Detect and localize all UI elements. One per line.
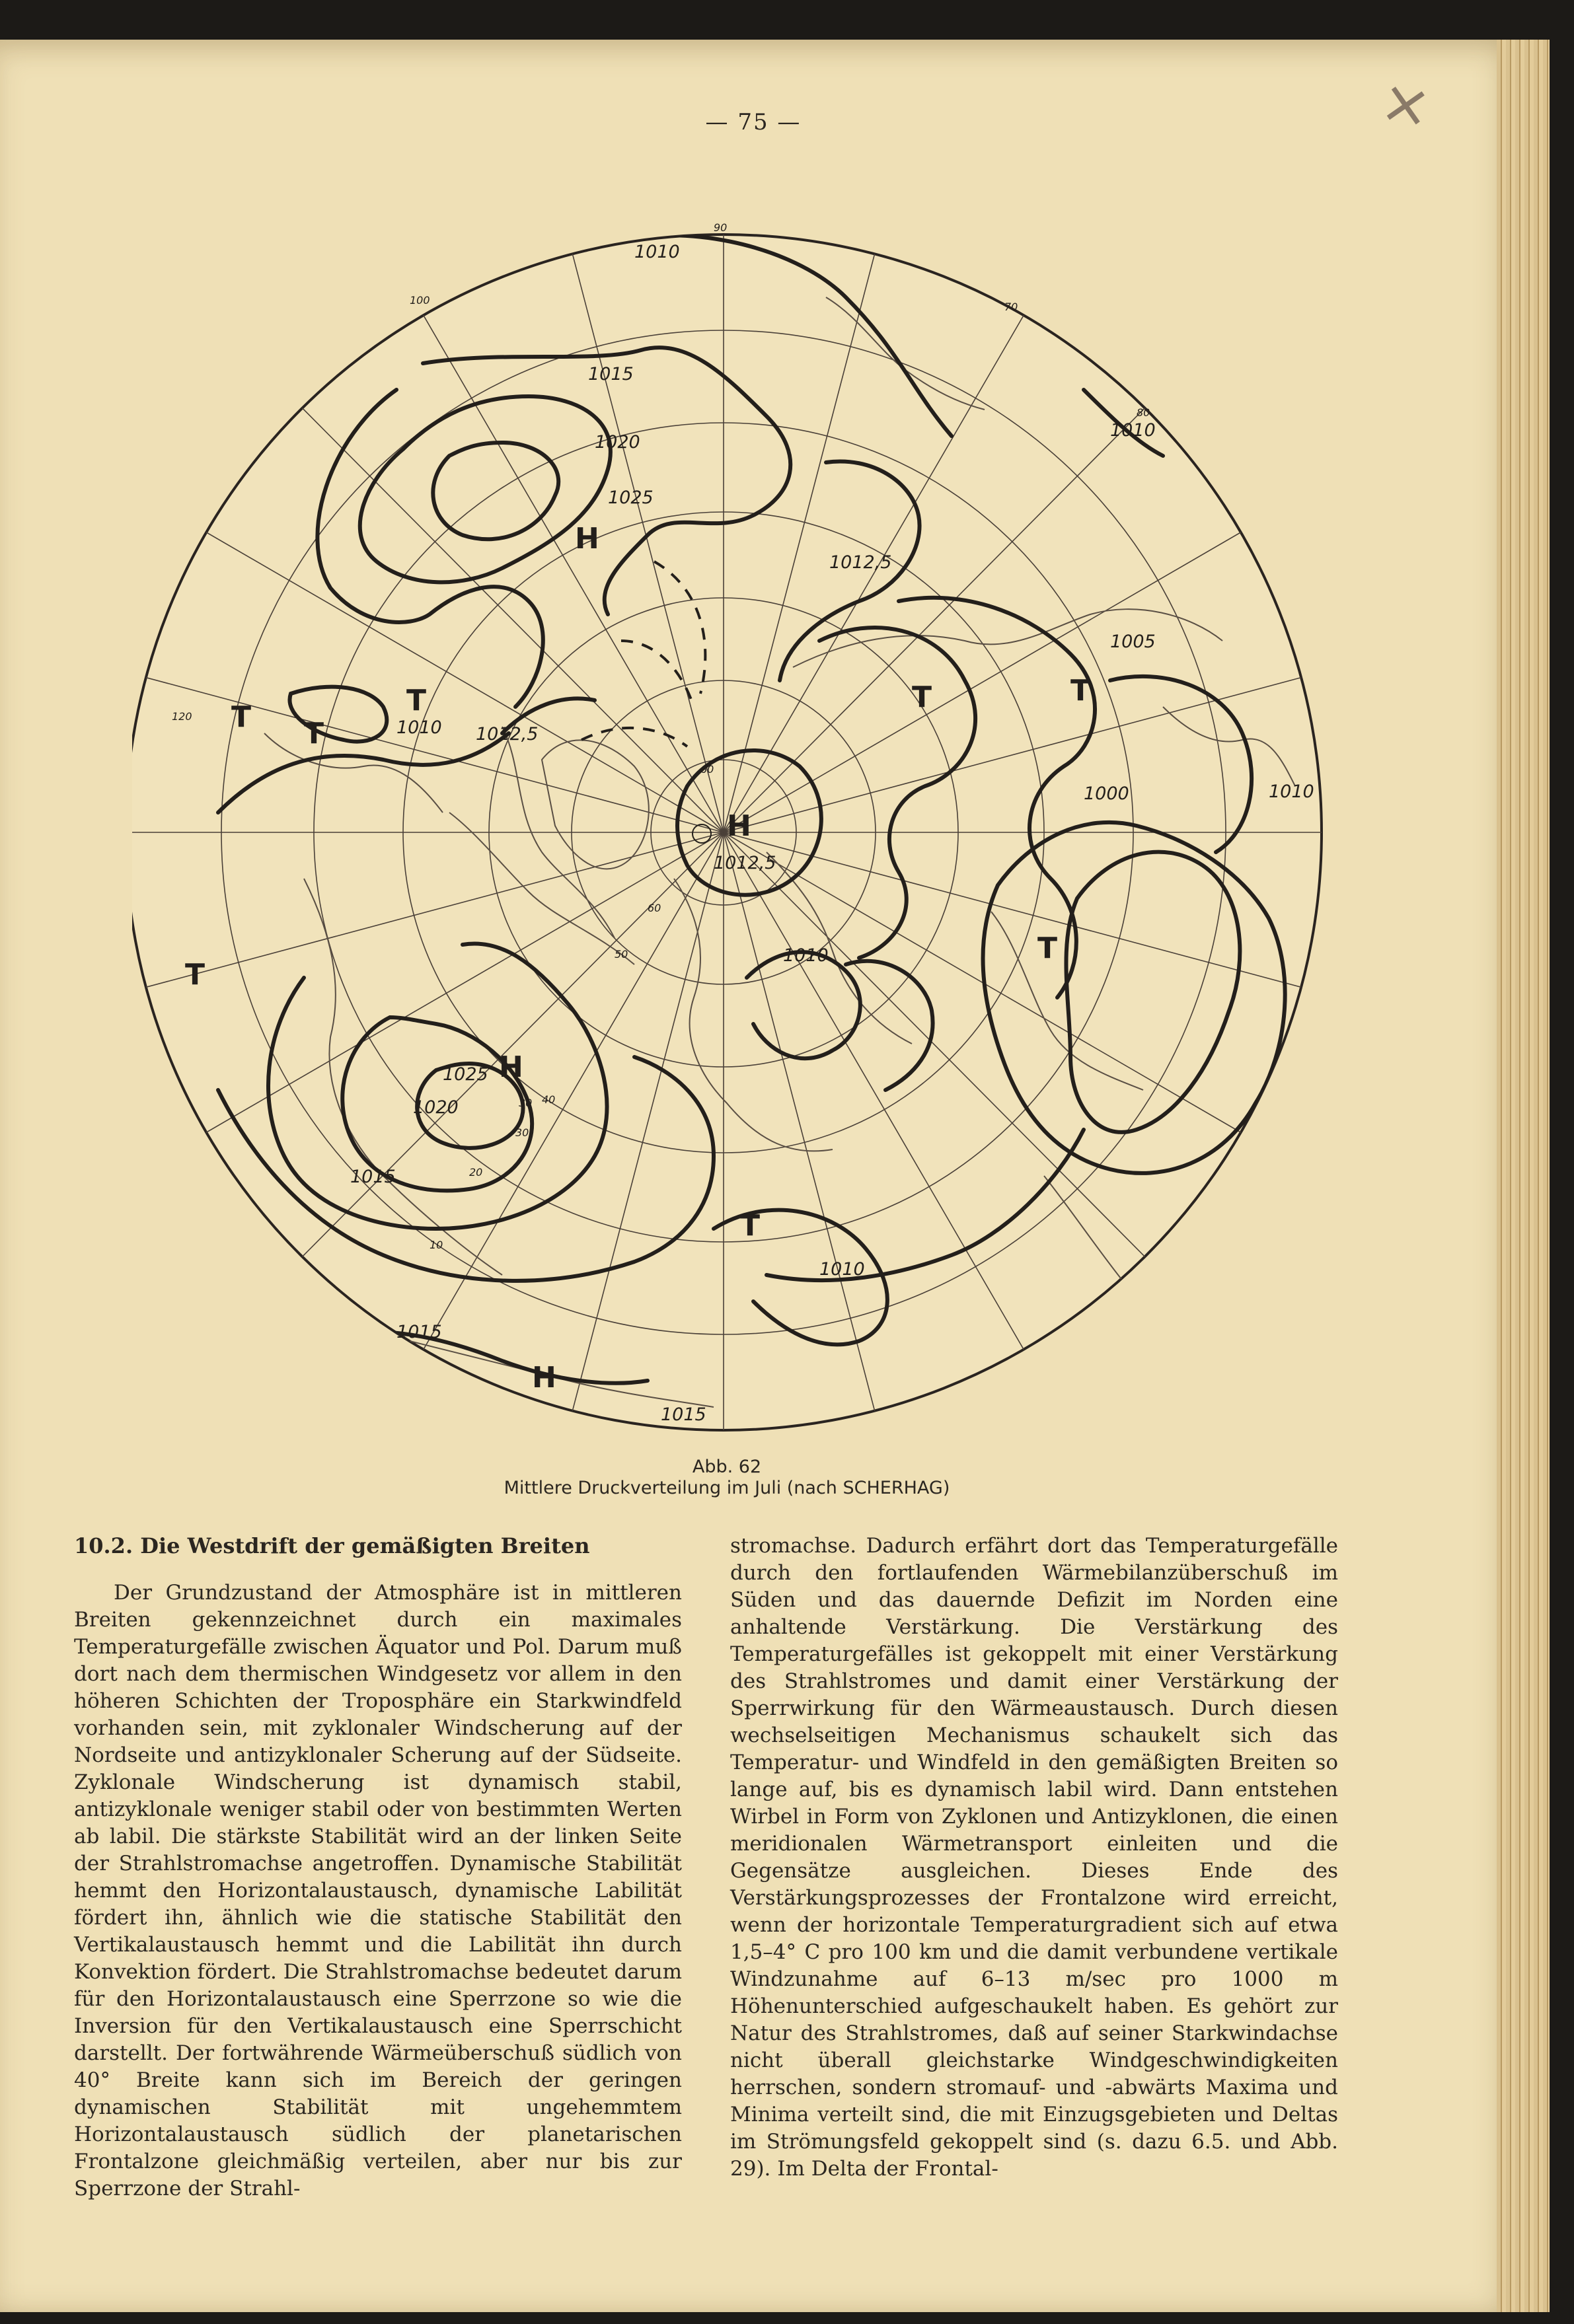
grid-label: 60 [648,902,661,914]
grid-label: 70 [1004,301,1018,313]
low-label: T [912,680,932,714]
right-column-text: stromachse. Dadurch erfährt dort das Temperaturgefälle durch den fortlaufenden Wärmebilanzüberschuß im Süden und das dauernde Defizit im Norden eine anhaltende Verstärkung. Die Verstärkung des Temperaturgefälles ist gekoppelt mit einer Verstärkung des Strahlstromes und damit einer Verstärkung der Sperrwirkung für den Wärmeaustausch. Durch diesen wechselseitigen Mechanismus schaukelt sich das Temperatur- und Windfeld in den gemäßigten Breiten so lange auf, bis es dynamisch labil wird. Dann entstehen Wirbel in Form von Zyklonen und Antizyklonen, die einen meridionalen Wärmetransport einleiten und die Gegensätze ausgleichen. Dieses Ende des Verstärkungsprozesses der Frontalzone wird erreicht, wenn der horizontale Temperaturgradient sich auf etwa 1,5–4° C pro 100 km und die damit verbundene vertikale Windzunahme auf 6–13 m/sec pro 1000 m Höhenunterschied aufgeschaukelt haben. Es gehört zur Natur des Strahlstromes, daß auf seiner Starkwindachse nicht überall gleichstarke Windgeschwindigkeiten herrschen, sondern stromauf- und -abwärts Maxima und Minima verteilt sind, die mit Einzugsgebieten und Deltas im Strömungsfeld gekoppelt sind (s. dazu 6.5. und Abb. 29). Im Delta der Frontal- [730,1534,1338,2181]
left-column-text: Der Grundzustand der Atmosphäre ist in mittleren Breiten gekennzeichnet durch ein maximales Temperaturgefälle zwischen Äquator und Pol. Darum muß dort nach dem thermischen Windgesetz vor allem in den höheren Schichten der Troposphäre ein Starkwindfeld vorhanden sein, mit zyklonaler Windscherung auf der Nordseite und antizyklonaler Scherung auf der Südseite. Zyklonale Windscherung ist dynamisch stabil, antizyklonale weniger stabil oder von bestimmten Werten ab labil. Die stärkste Stabilität wird an der linken Seite der Strahlstromachse angetroffen. Dynamische Stabilität hemmt den Horizontalaustausch, dynamische Labilität fördert ihn, ähnlich wie die statische Stabilität den Vertikalaustausch hemmt und die Labilität ihn durch Konvektion fördert. Die Strahlstromachse bedeutet darum für den Horizontalaustausch eine Sperrzone so wie die Inversion für den Vertikalaustausch eine Sperrschicht darstellt. Der fortwährende Wärmeüberschuß südlich von 40° Breite kann sich im Bereich der geringen dynamischen Stabilität mit ungehemmtem Horizontalaustausch südlich der planetarischen Frontalzone gleichmäßig verteilen, aber nur bis zur Sperrzone der Strahl- [74,1581,682,2200]
figure-caption: Mittlere Druckverteilung im Juli (nach SCHERHAG) [504,1478,950,1498]
grid-label: 60 [700,763,714,776]
pressure-map-figure [132,218,1335,1447]
grid-label: 30 [515,1126,529,1139]
grid-label: 30 [519,1097,533,1109]
isobar-label: 1000 [1084,783,1129,804]
grid-label: 120 [172,710,192,723]
isobar-label: 1015 [396,1322,442,1342]
high-label: H [727,809,751,843]
isobar-label: 1012,5 [829,552,892,573]
isobar-label: 1012,5 [476,724,539,744]
isobar-label: 1015 [661,1404,706,1425]
isobar-label: 1020 [413,1097,459,1118]
isobar-label: 1010 [634,242,680,262]
isobar-label: 1015 [350,1167,396,1187]
grid-label: 40 [542,1093,556,1106]
isobar-label: 1012,5 [714,853,776,873]
isobar-label: 1020 [595,432,640,453]
isobar-label: 1010 [819,1259,865,1280]
low-label: T [1070,674,1091,708]
grid-label: 90 [714,221,728,234]
low-label: T [231,700,252,734]
low-label: T [406,684,427,717]
grid-label: 10 [430,1239,443,1251]
high-label: H [575,522,599,556]
grid-label: 20 [469,1166,483,1179]
left-column [74,1533,682,2202]
isobar-label: 1025 [443,1064,488,1085]
low-label: T [1037,931,1058,965]
isobar-label: 1010 [1110,420,1156,441]
page-number: — 75 — [705,109,802,135]
grid-label: 100 [410,294,430,307]
figure-label: Abb. 62 [692,1457,762,1477]
isobar-label: 1015 [588,364,634,384]
grid-label: 50 [615,948,628,961]
isobar-label: 1010 [783,945,829,966]
high-label: H [532,1361,556,1395]
pencil-mark: × [1375,65,1437,143]
figure-caption-block [330,1457,1123,1499]
grid-label: 80 [1137,406,1150,419]
low-label: T [185,958,206,992]
low-label: T [740,1209,761,1243]
low-label: T [304,717,324,750]
isobar-label: 1010 [396,717,442,738]
right-column [730,1533,1338,2183]
high-label: H [499,1050,523,1084]
polar-projection-map [132,218,1335,1447]
section-heading: 10.2. Die Westdrift der gemäßigten Breiten [74,1533,590,1558]
isobar-label: 1005 [1110,632,1156,652]
page-edge-stack [1497,40,1550,2312]
isobar-label: 1025 [608,488,654,508]
isobar-label: 1010 [1269,781,1314,802]
